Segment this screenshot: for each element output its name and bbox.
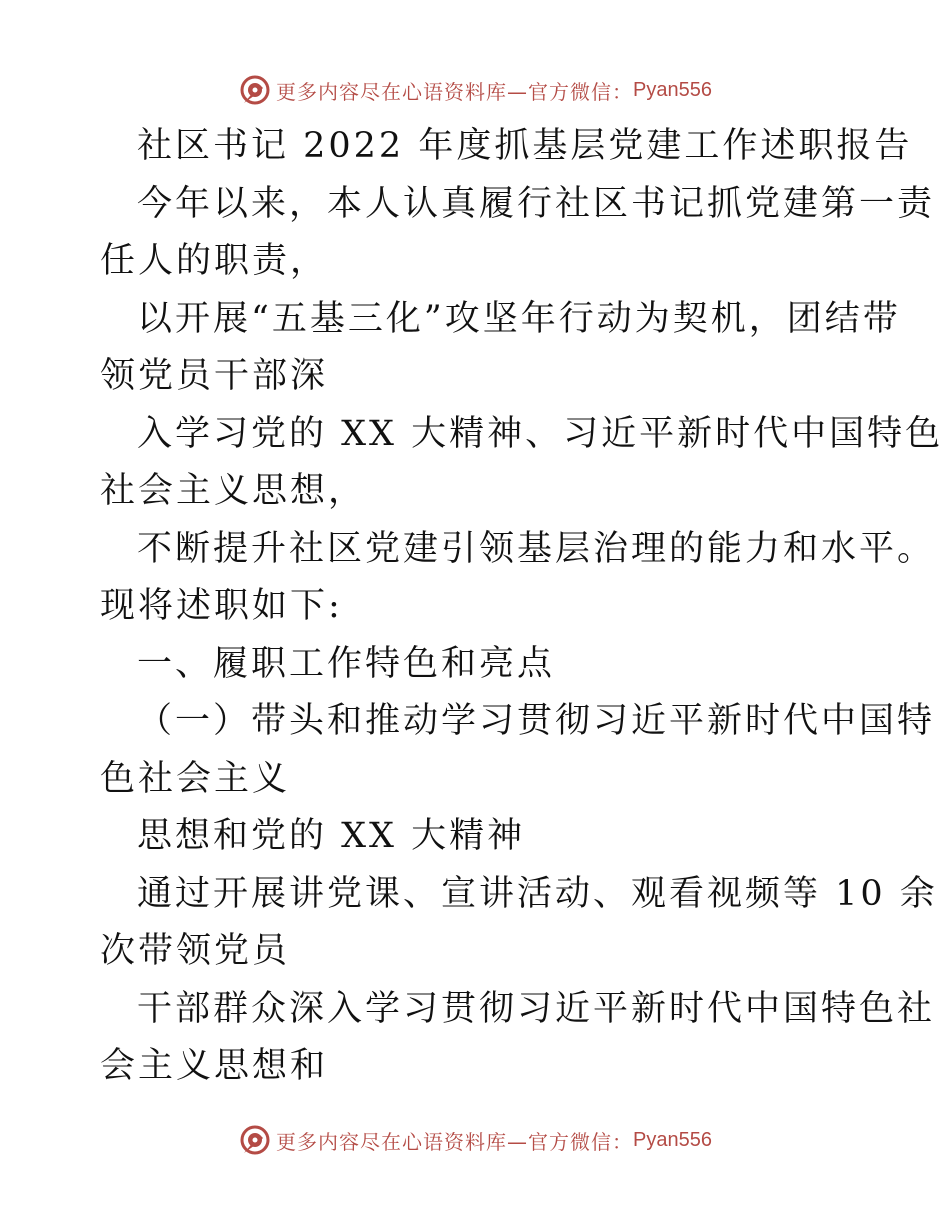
section-heading: 一、履职工作特色和亮点: [137, 643, 556, 684]
paragraph-line: 次带领党员: [100, 931, 291, 971]
paragraph-line: 通过开展讲党课、宣讲活动、观看视频等 10 余: [137, 873, 938, 914]
paragraph-line: 社会主义思想，: [100, 471, 367, 511]
paragraph-line: 今年以来，本人认真履行社区书记抓党建第一责: [137, 183, 936, 224]
pen-seal-icon: [238, 73, 272, 107]
paragraph-line: 思想和党的 XX 大精神: [137, 816, 526, 856]
paragraph-line: 任人的职责，: [100, 241, 329, 281]
paragraph-line: 会主义思想和: [100, 1046, 329, 1086]
document-body: [100, 118, 944, 1096]
subsection-heading: （一）带头和推动学习贯彻习近平新时代中国特: [137, 701, 936, 741]
paragraph-line: 现将述职如下:: [100, 586, 343, 626]
watermark-handle: Pyan556: [633, 1128, 712, 1151]
paragraph-line: 以开展“五基三化”攻坚年行动为契机，团结带: [137, 298, 901, 339]
subsection-heading-cont: 色社会主义: [100, 758, 291, 799]
pen-seal-icon: [238, 1123, 272, 1157]
watermark-text: 更多内容尽在心语资料库—官方微信：: [276, 1129, 634, 1154]
paragraph-line: 入学习党的 XX 大精神、习近平新时代中国特色: [137, 413, 944, 454]
paragraph-line: 干部群众深入学习贯彻习近平新时代中国特色社: [137, 988, 936, 1029]
paragraph-line: 领党员干部深: [100, 356, 329, 396]
watermark-text: 更多内容尽在心语资料库—官方微信：: [276, 79, 634, 104]
document-title: 社区书记 2022 年度抓基层党建工作述职报告: [137, 126, 913, 166]
watermark-handle: Pyan556: [633, 78, 712, 101]
paragraph-line: 不断提升社区党建引领基层治理的能力和水平。: [137, 528, 936, 569]
watermark-banner-top: [0, 70, 950, 110]
watermark-banner-bottom: [0, 1120, 950, 1160]
